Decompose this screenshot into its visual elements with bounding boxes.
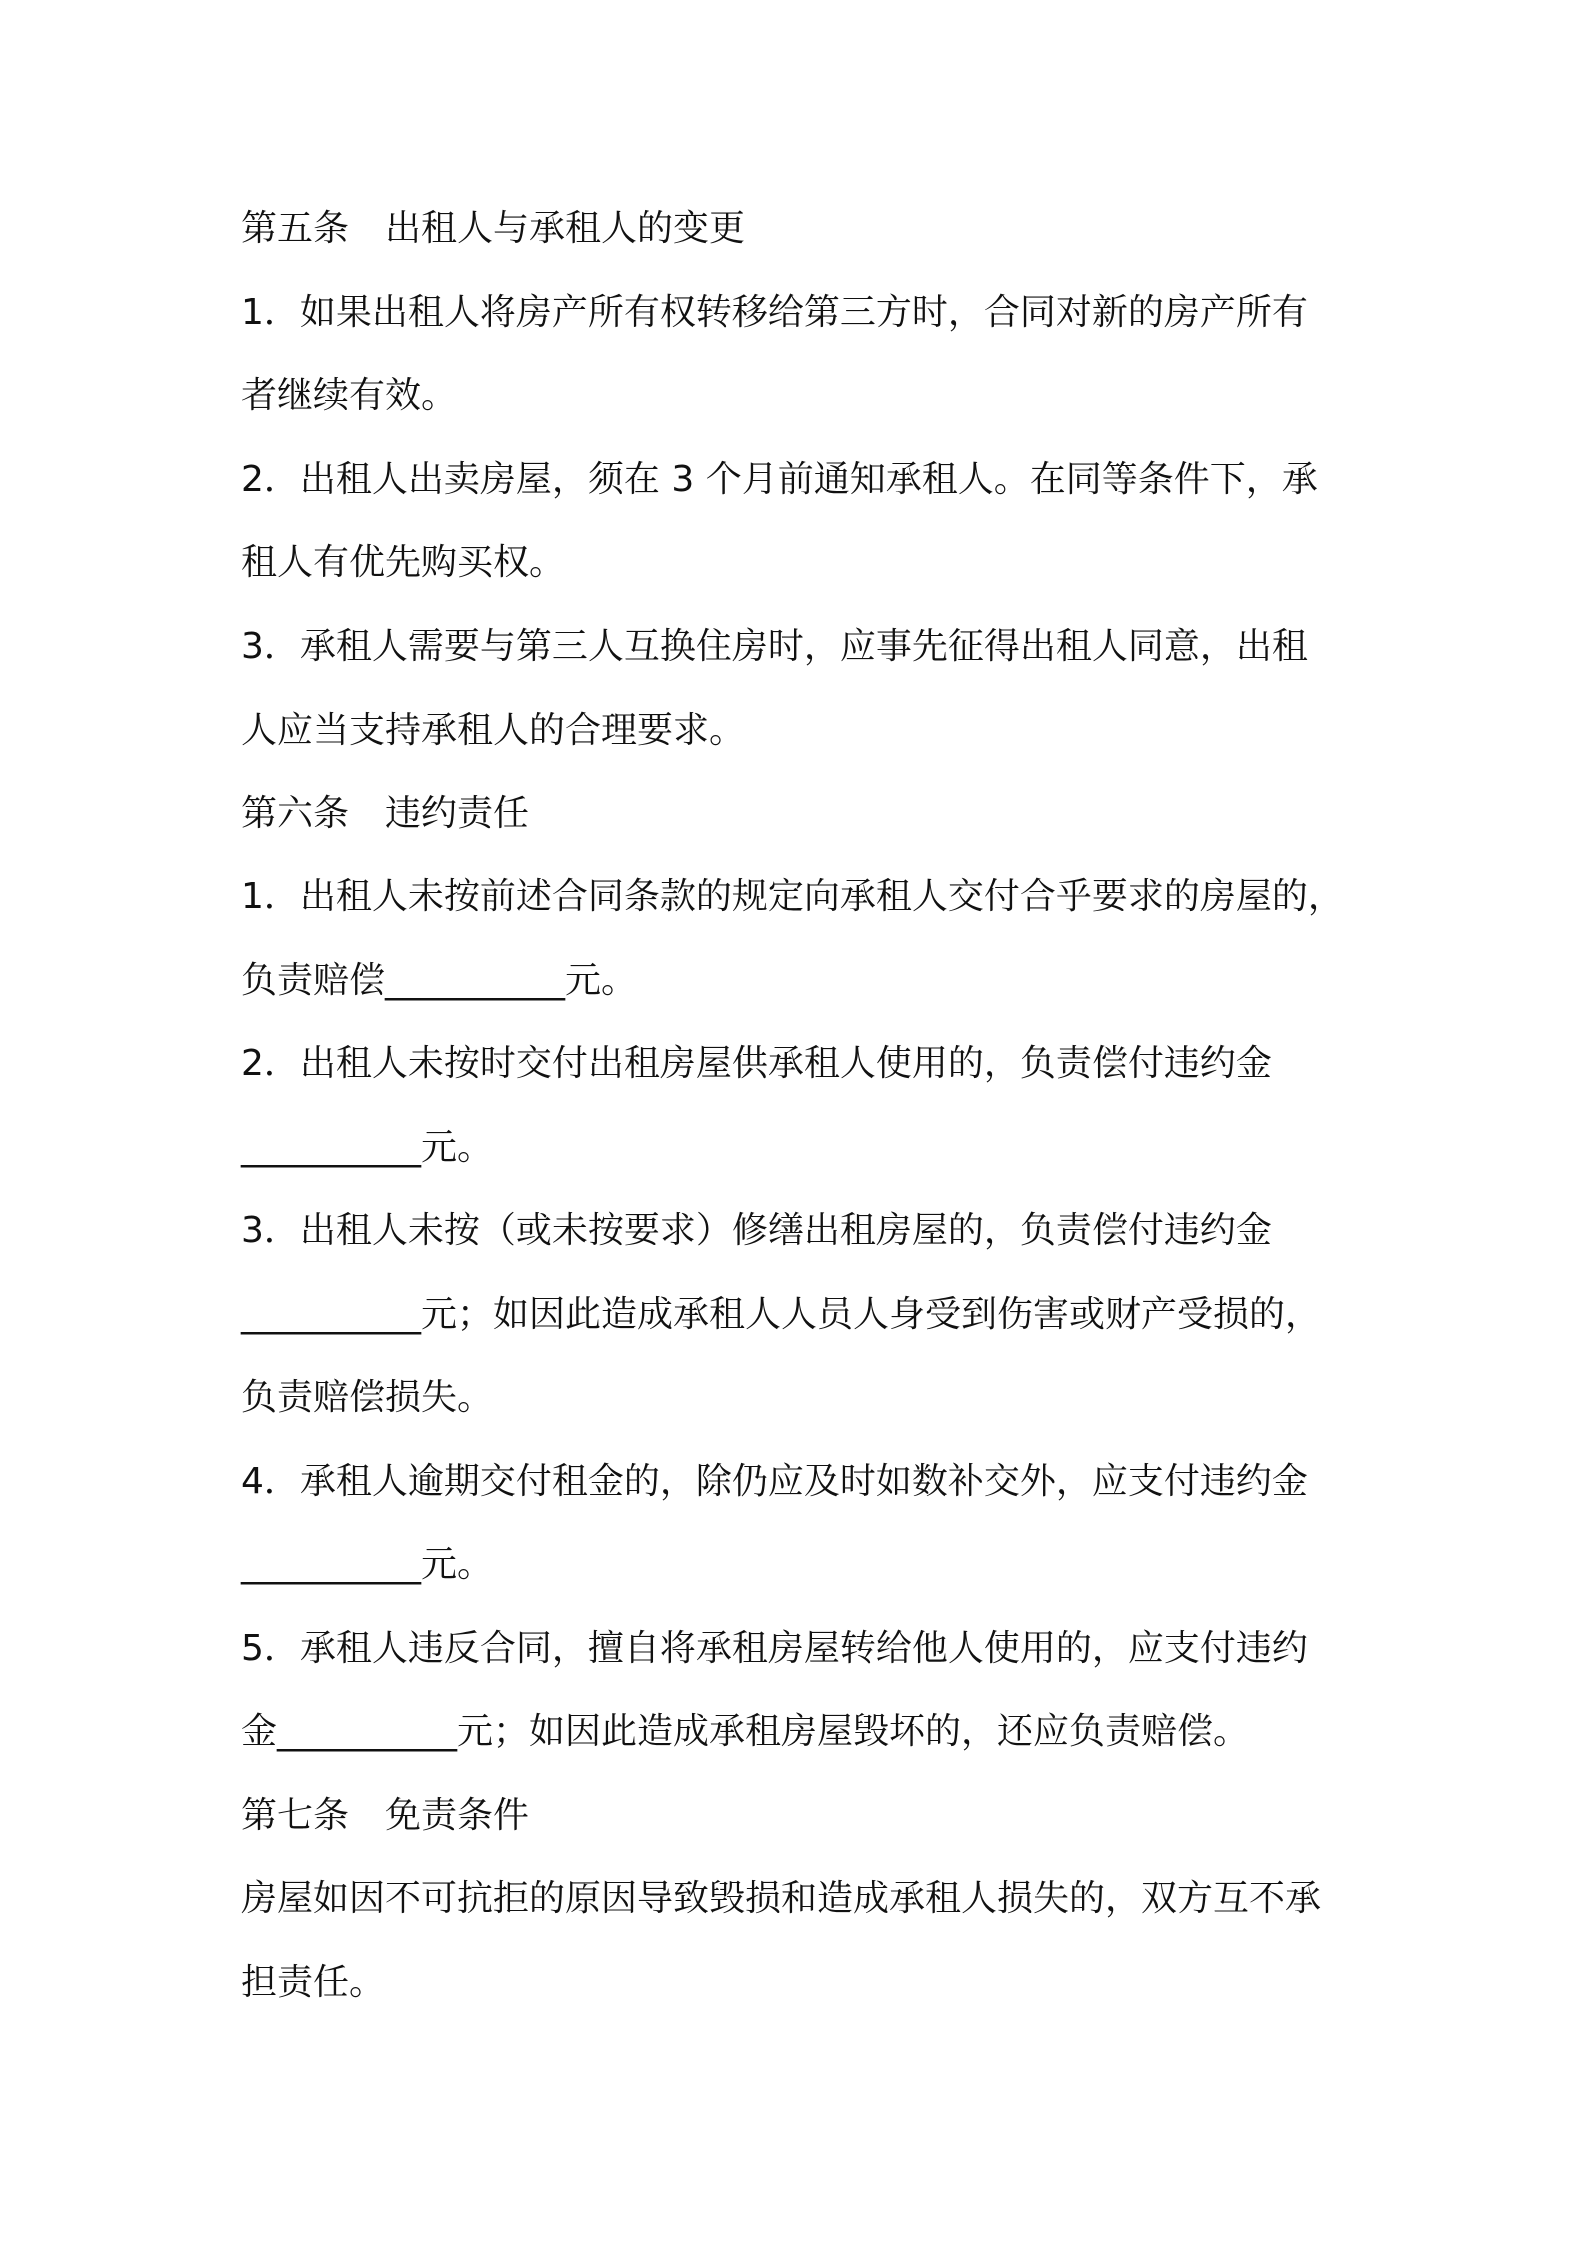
article-5-clause-3-line-1: 3．承租人需要与第三人互换住房时，应事先征得出租人同意，出租 [241, 626, 1308, 667]
article-5-clause-2-line-1: 2．出租人出卖房屋，须在 3 个月前通知承租人。在同等条件下，承 [241, 459, 1318, 500]
article-7-heading: 第七条 免责条件 [241, 1795, 530, 1836]
article-6-clause-4-line-2: __________元。 [241, 1544, 494, 1585]
article-7-text-line-1: 房屋如因不可抗拒的原因导致毁损和造成承租人损失的，双方互不承 [241, 1878, 1322, 1919]
article-6-heading: 第六条 违约责任 [241, 793, 530, 834]
article-6-clause-3-line-1: 3．出租人未按（或未按要求）修缮出租房屋的，负责偿付违约金 [241, 1210, 1272, 1251]
article-5-heading: 第五条 出租人与承租人的变更 [241, 208, 746, 249]
article-5-clause-1-line-2: 者继续有效。 [241, 375, 458, 416]
article-6-clause-1-line-1: 1．出租人未按前述合同条款的规定向承租人交付合乎要求的房屋的， [241, 876, 1344, 917]
article-6-clause-1-line-2: 负责赔偿__________元。 [241, 960, 638, 1001]
article-6-clause-2-line-2: __________元。 [241, 1127, 494, 1168]
article-5-clause-2-line-2: 租人有优先购买权。 [241, 542, 566, 583]
article-5-clause-3-line-2: 人应当支持承租人的合理要求。 [241, 710, 746, 751]
article-6-clause-3-line-3: 负责赔偿损失。 [241, 1377, 494, 1418]
article-6-clause-3-line-2: __________元；如因此造成承租人人员人身受到伤害或财产受损的， [241, 1294, 1322, 1335]
article-6-clause-5-line-2: 金__________元；如因此造成承租房屋毁坏的，还应负责赔偿。 [241, 1711, 1250, 1752]
article-6-clause-2-line-1: 2．出租人未按时交付出租房屋供承租人使用的，负责偿付违约金 [241, 1043, 1272, 1084]
article-6-clause-5-line-1: 5．承租人违反合同，擅自将承租房屋转给他人使用的，应支付违约 [241, 1628, 1308, 1669]
article-5-clause-1-line-1: 1．如果出租人将房产所有权转移给第三方时，合同对新的房产所有 [241, 292, 1308, 333]
article-6-clause-4-line-1: 4．承租人逾期交付租金的，除仍应及时如数补交外，应支付违约金 [241, 1461, 1308, 1502]
article-7-text-line-2: 担责任。 [241, 1962, 386, 2003]
